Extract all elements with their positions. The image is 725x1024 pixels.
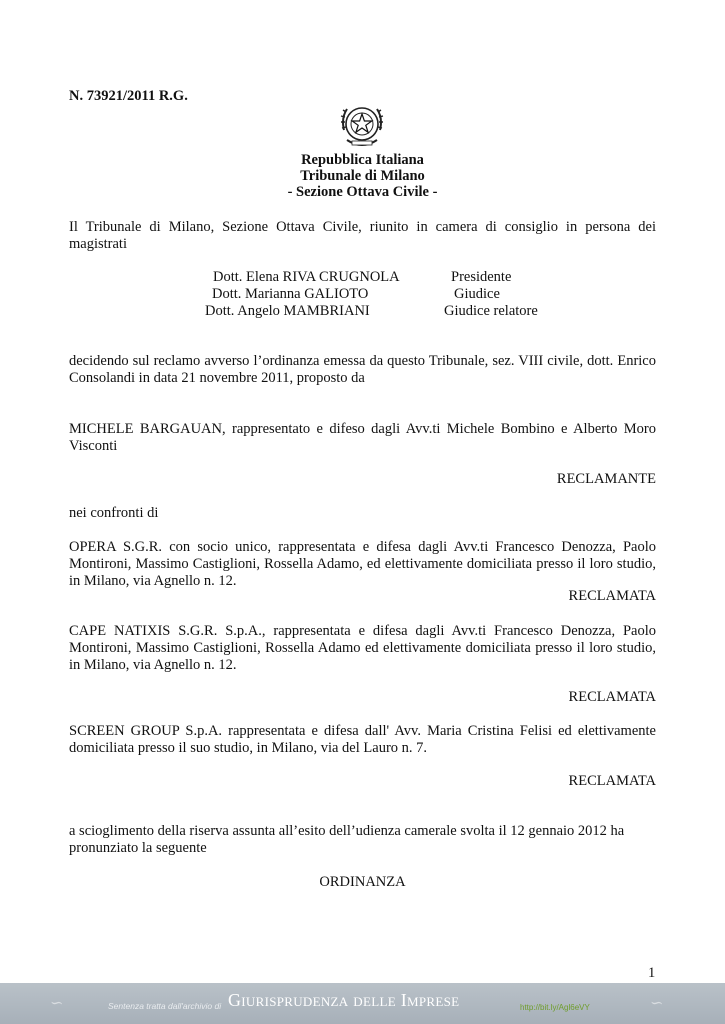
footer-link[interactable]: http://bit.ly/Agl6eVY: [520, 1003, 590, 1012]
page-number: 1: [648, 965, 656, 981]
archive-footer-banner: [0, 983, 725, 1024]
judge-role: Giudice: [454, 286, 500, 302]
claimant-label: RECLAMANTE: [556, 471, 656, 487]
claimant-paragraph: MICHELE BARGAUAN, rappresentato e difeso dagli Avv.ti Michele Bombino e Alberto Moro Visconti: [69, 421, 656, 454]
judge-row: [0, 303, 725, 320]
left-ornament-icon: ∽: [50, 995, 64, 1012]
judge-name: Dott. Marianna GALIOTO: [212, 286, 369, 302]
court-line-tribunal: Tribunale di Milano: [300, 168, 425, 184]
right-ornament-icon: ∽: [650, 995, 664, 1012]
footer-source-text: Sentenza tratta dall'archivio di: [108, 1001, 222, 1011]
judge-row: [0, 286, 725, 303]
respondent-paragraph: SCREEN GROUP S.p.A. rappresentata e difesa dall' Avv. Maria Cristina Felisi ed elettivamente domiciliata presso il suo studio, in Milano, via del Lauro n. 7.: [69, 723, 656, 756]
court-line-section: - Sezione Ottava Civile -: [287, 184, 438, 200]
closing-paragraph: a scioglimento della riserva assunta all’esito dell’udienza camerale svolta il 12 gennaio 2012 ha pronunziato la seguente: [69, 823, 625, 856]
italian-republic-emblem-icon: [337, 100, 387, 152]
judge-role: Giudice relatore: [444, 303, 538, 319]
respondent-label: RECLAMATA: [568, 689, 656, 705]
respondent-paragraph: CAPE NATIXIS S.G.R. S.p.A., rappresentata e difesa dagli Avv.ti Francesco Denozza, Paolo Montironi, Massimo Castiglioni, Rossella Adamo ed elettivamente domiciliata presso il loro studio, in Milano, via Agnello n. 12.: [69, 623, 656, 673]
respondent-label: RECLAMATA: [568, 773, 656, 789]
judge-role: Presidente: [451, 269, 512, 285]
judge-name: Dott. Angelo MAMBRIANI: [205, 303, 370, 319]
footer-brand: Giurisprudenza delle Imprese: [228, 990, 460, 1010]
court-line-republic: Repubblica Italiana: [301, 152, 424, 168]
judge-name: Dott. Elena RIVA CRUGNOLA: [213, 269, 400, 285]
ordinance-title: ORDINANZA: [319, 874, 406, 890]
judge-row: [0, 269, 725, 286]
intro-paragraph: Il Tribunale di Milano, Sezione Ottava Civile, riunito in camera di consiglio in persona dei magistrati: [69, 219, 656, 252]
respondent-label: RECLAMATA: [568, 588, 656, 604]
case-number: N. 73921/2011 R.G.: [69, 88, 188, 104]
respondent-paragraph: OPERA S.G.R. con socio unico, rappresentata e difesa dagli Avv.ti Francesco Denozza, Paolo Montironi, Massimo Castiglioni, Rossella Adamo, ed elettivamente domiciliata presso il loro studio, in Milano, via Agnello n. 12.: [69, 539, 656, 589]
against-text: nei confronti di: [69, 505, 159, 521]
deciding-paragraph: decidendo sul reclamo avverso l’ordinanza emessa da questo Tribunale, sez. VIII civile, dott. Enrico Consolandi in data 21 novembre 2011, proposto da: [69, 353, 656, 386]
